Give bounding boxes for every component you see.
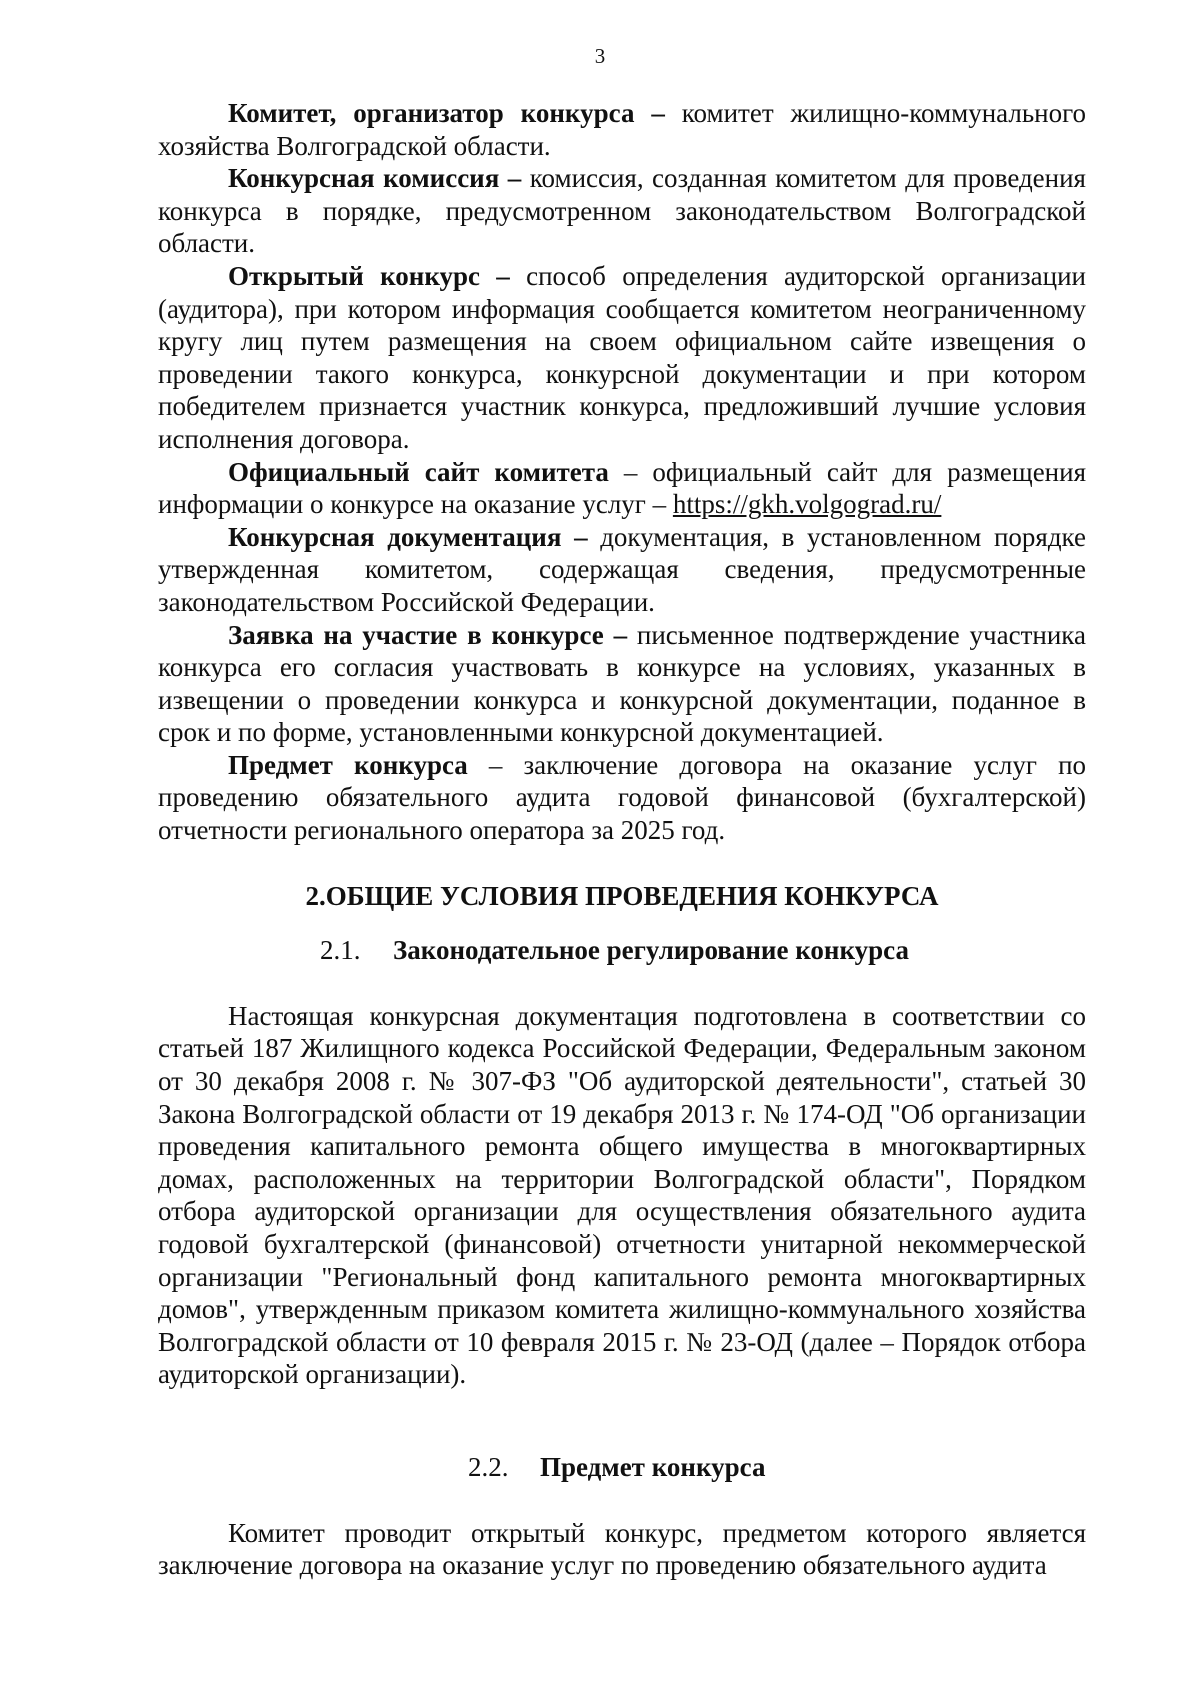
definition-term: Официальный сайт комитета	[228, 456, 609, 487]
subsection-title: Предмет конкурса	[540, 1451, 766, 1482]
official-site-link[interactable]: https://gkh.volgograd.ru/	[672, 489, 942, 520]
definition-text: – официальный сайт для размещения информации о конкурсе на оказание услуг –	[158, 456, 1086, 520]
subsection-title: Законодательное регулирование конкурса	[393, 935, 909, 966]
subsection-2-2-text: Комитет проводит открытый конкурс, предметом которого является заключение договора на оказание услуг по проведению обязательного аудита	[158, 1517, 1086, 1581]
definition-text: документация, в установленном порядке утвержденная комитетом, содержащая сведения, предусмотренные законодательством Российской Федерации.	[158, 521, 1086, 617]
section-2-title: 2.ОБЩИЕ УСЛОВИЯ ПРОВЕДЕНИЯ КОНКУРСА	[305, 880, 939, 911]
definition-term: Предмет конкурса	[228, 749, 468, 780]
definition-term: Открытый конкурс –	[228, 260, 510, 291]
definition-application	[158, 619, 1086, 749]
document-body	[158, 97, 1086, 1582]
subsection-number: 2.2.	[468, 1451, 509, 1482]
subsection-2-1-heading	[158, 934, 1086, 967]
definition-text: письменное подтверждение участника конкурса его согласия участвовать в конкурсе на условиях, указанных в извещении о проведении конкурса и конкурсной документации, поданное в срок и по форме, установленными конкурсной документацией.	[158, 619, 1086, 748]
definition-documentation	[158, 521, 1086, 619]
page-number: 3	[594, 44, 606, 68]
definition-term: Конкурсная комиссия –	[228, 163, 522, 194]
definition-term: Конкурсная документация –	[228, 521, 588, 552]
subsection-2-1-text: Настоящая конкурсная документация подготовлена в соответствии со статьей 187 Жилищного кодекса Российской Федерации, Федеральным законом от 30 декабря 2008 г. № 307-ФЗ "Об аудиторской деятельности", статьей 30 Закона Волгоградской области от 19 декабря 2013 г. № 174-ОД "Об организации проведения капитального ремонта общего имущества в многоквартирных домах, расположенных на территории Волгоградской области", Порядком отбора аудиторской организации для осуществления обязательного аудита годовой бухгалтерской (финансовой) отчетности унитарной некоммерческой организации "Региональный фонд капитального ремонта многоквартирных домов", утвержденным приказом комитета жилищно-коммунального хозяйства Волгоградской области от 10 февраля 2015 г. № 23-ОД (далее – Порядок отбора аудиторской организации).	[158, 1000, 1086, 1390]
definition-text: способ определения аудиторской организации (аудитора), при котором информация сообщается комитетом неограниченному кругу лиц путем размещения на своем официальном сайте извещения о проведении такого конкурса, конкурсной документации и при котором победителем признается участник конкурса, предложивший лучшие условия исполнения договора.	[158, 260, 1087, 454]
definition-official-site	[158, 456, 1086, 521]
definition-text: комитет жилищно-коммунального хозяйства Волгоградской области.	[158, 98, 1086, 161]
definition-open-contest	[158, 260, 1086, 456]
definition-term: Комитет, организатор конкурса –	[228, 98, 665, 128]
definition-organizer	[158, 97, 1086, 162]
definition-subject	[158, 749, 1086, 847]
definition-term: Заявка на участие в конкурсе –	[228, 619, 628, 650]
definition-commission	[158, 162, 1086, 260]
subsection-number: 2.1.	[320, 935, 361, 966]
definition-text: комиссия, созданная комитетом для проведения конкурса в порядке, предусмотренном законодательством Волгоградской области.	[158, 163, 1086, 259]
subsection-2-2-heading	[158, 1451, 1086, 1484]
definition-text: – заключение договора на оказание услуг по проведению обязательного аудита годовой финансовой (бухгалтерской) отчетности регионального оператора за 2025 год.	[158, 749, 1087, 846]
